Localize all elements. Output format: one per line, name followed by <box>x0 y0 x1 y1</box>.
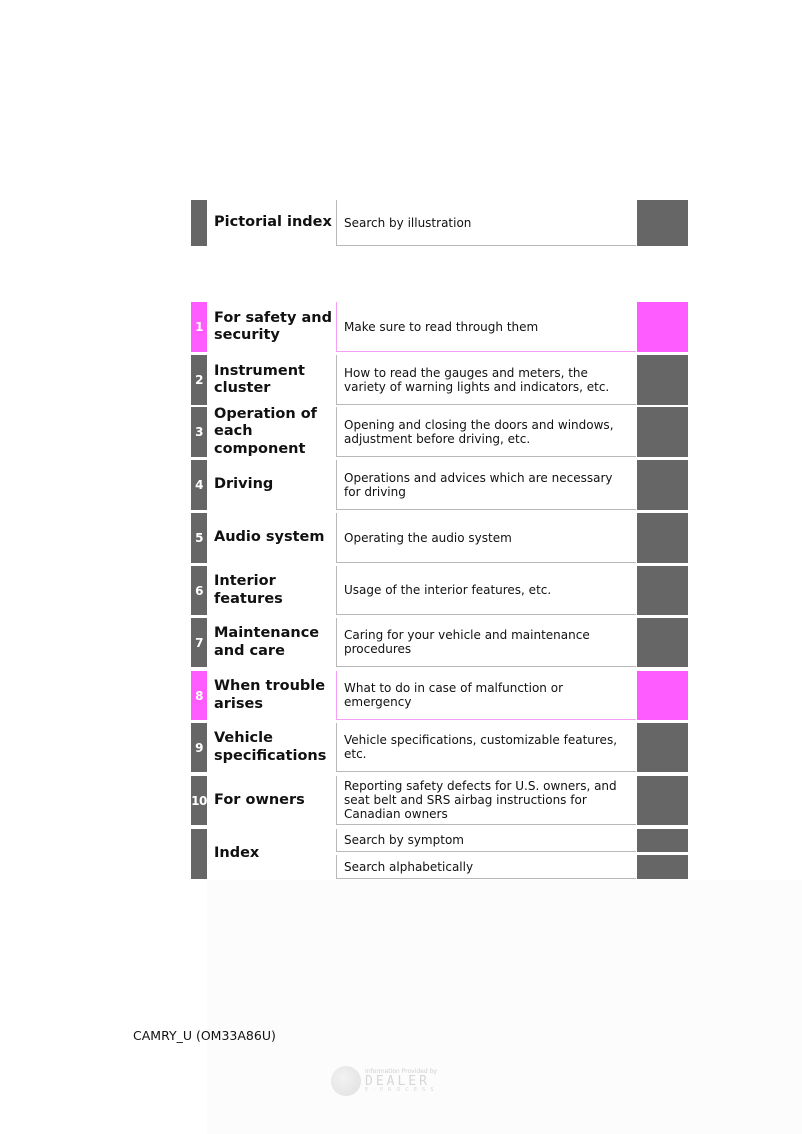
chapter-row-3[interactable] <box>191 407 688 457</box>
chapter-swatch-8 <box>637 671 688 720</box>
pictorial-index-row[interactable] <box>191 200 688 246</box>
chapter-row-8[interactable] <box>191 671 688 720</box>
chapter-row-1[interactable] <box>191 302 688 352</box>
chapter-row-9[interactable] <box>191 723 688 772</box>
chapter-description-3[interactable]: Opening and closing the doors and windows, adjustment before driving, etc. <box>336 407 636 457</box>
pictorial-index-title: Pictorial index <box>214 214 332 231</box>
chapter-description-5[interactable]: Operating the audio system <box>336 513 636 563</box>
index-search-by-symptom[interactable]: Search by symptom <box>336 829 636 852</box>
chapter-tab-6: 6 <box>191 566 207 615</box>
chapter-swatch-4 <box>637 460 688 510</box>
chapter-title-6: Interior features <box>214 573 283 607</box>
chapter-row-10[interactable] <box>191 776 688 825</box>
chapter-swatch-6 <box>637 566 688 615</box>
pictorial-index-swatch <box>637 200 688 246</box>
chapter-row-6[interactable] <box>191 566 688 615</box>
chapter-title-3: Operation of each component <box>214 405 317 457</box>
chapter-swatch-7 <box>637 618 688 667</box>
chapter-description-10[interactable]: Reporting safety defects for U.S. owners, and seat belt and SRS airbag instructions for Canadian owners <box>336 776 636 825</box>
chapter-title-8: When trouble arises <box>214 678 326 712</box>
document-code: CAMRY_U (OM33A86U) <box>133 1028 276 1043</box>
chapter-tab-5: 5 <box>191 513 207 563</box>
chapter-title-1: For safety and security <box>214 309 332 343</box>
chapter-tab-3: 3 <box>191 407 207 457</box>
chapter-title-10: For owners <box>214 791 305 808</box>
index-search-alphabetically[interactable]: Search alphabetically <box>336 855 636 879</box>
chapter-description-1[interactable]: Make sure to read through them <box>336 302 636 352</box>
chapter-row-2[interactable] <box>191 355 688 405</box>
chapter-tab-10: 10 <box>191 776 207 825</box>
page-background-tint <box>207 880 802 1134</box>
chapter-swatch-5 <box>637 513 688 563</box>
dealer-logo-icon <box>331 1066 361 1096</box>
chapter-row-7[interactable] <box>191 618 688 667</box>
chapter-swatch-3 <box>637 407 688 457</box>
chapter-tab-9: 9 <box>191 723 207 772</box>
watermark-brand: DEALER <box>365 1074 430 1089</box>
dealer-watermark <box>331 1063 466 1099</box>
pictorial-index-description[interactable]: Search by illustration <box>336 200 636 246</box>
chapter-tab-7: 7 <box>191 618 207 667</box>
chapter-row-5[interactable] <box>191 513 688 563</box>
chapter-row-4[interactable] <box>191 460 688 510</box>
index-row <box>191 829 688 879</box>
chapter-title-4: Driving <box>214 476 274 493</box>
watermark-caption: Information Provided by <box>365 1068 437 1075</box>
chapter-swatch-10 <box>637 776 688 825</box>
chapter-swatch-9 <box>637 723 688 772</box>
chapter-description-9[interactable]: Vehicle specifications, customizable features, etc. <box>336 723 636 772</box>
chapter-title-5: Audio system <box>214 529 325 546</box>
chapter-description-2[interactable]: How to read the gauges and meters, the variety of warning lights and indicators, etc. <box>336 355 636 405</box>
chapter-title-9: Vehicle specifications <box>214 730 327 764</box>
index-title: Index <box>214 845 260 862</box>
chapter-tab-4: 4 <box>191 460 207 510</box>
index-swatch-alphabetical <box>637 855 688 879</box>
chapter-description-4[interactable]: Operations and advices which are necessary for driving <box>336 460 636 510</box>
index-swatch-symptom <box>637 829 688 852</box>
chapter-tab-2: 2 <box>191 355 207 405</box>
chapter-title-7: Maintenance and care <box>214 625 320 659</box>
chapter-description-7[interactable]: Caring for your vehicle and maintenance procedures <box>336 618 636 667</box>
chapter-swatch-1 <box>637 302 688 352</box>
index-tab <box>191 829 207 879</box>
chapter-description-6[interactable]: Usage of the interior features, etc. <box>336 566 636 615</box>
chapter-description-8[interactable]: What to do in case of malfunction or emergency <box>336 671 636 720</box>
chapter-title-2: Instrument cluster <box>214 362 305 396</box>
chapter-tab-1: 1 <box>191 302 207 352</box>
chapter-tab-8: 8 <box>191 671 207 720</box>
chapter-swatch-2 <box>637 355 688 405</box>
pictorial-index-tab <box>191 200 207 246</box>
watermark-subbrand: E-PROCESS <box>365 1087 439 1093</box>
